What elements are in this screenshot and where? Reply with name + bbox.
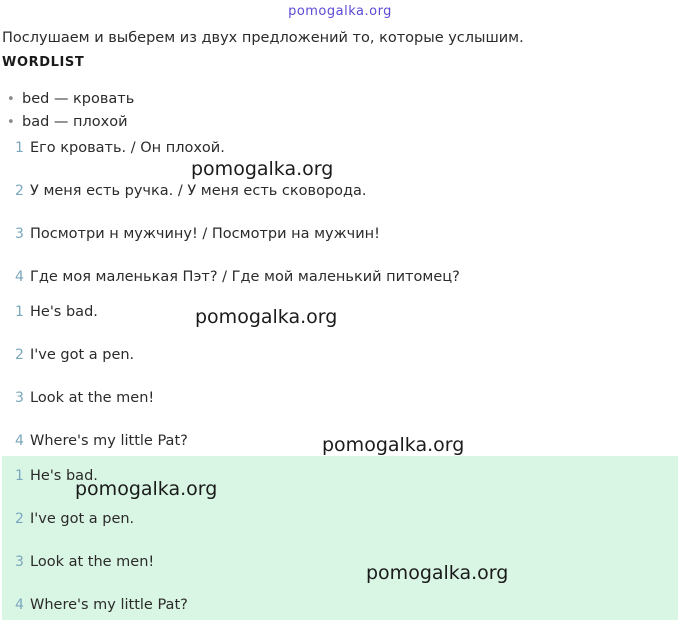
table-row <box>2 454 678 497</box>
row-number: 3 <box>15 225 24 242</box>
table-row <box>2 212 678 255</box>
wordlist-item-label: bed — кровать <box>22 91 135 107</box>
table-row <box>2 376 678 419</box>
table-row <box>2 540 678 583</box>
row-text: Посмотри н мужчину! / Посмотри на мужчин! <box>30 225 380 242</box>
row-number: 3 <box>15 553 24 570</box>
row-text: He's bad. <box>30 467 98 484</box>
watermark-overlay: pomogalka.org <box>322 434 465 456</box>
watermark-overlay: pomogalka.org <box>75 478 218 500</box>
watermark-overlay: pomogalka.org <box>191 158 334 180</box>
row-text: He's bad. <box>30 303 98 320</box>
table-row <box>2 126 678 169</box>
table-row <box>2 497 678 540</box>
row-text: У меня есть ручка. / У меня есть сковорода. <box>30 182 367 199</box>
watermark-overlay: pomogalka.org <box>366 562 509 584</box>
row-number: 2 <box>15 346 24 363</box>
row-text: Look at the men! <box>30 553 155 570</box>
table-row <box>2 333 678 376</box>
top-watermark <box>0 4 680 19</box>
table-row <box>2 290 678 333</box>
row-text: Where's my little Pat? <box>30 596 188 613</box>
wordlist-item <box>2 88 402 111</box>
table-row <box>2 169 678 212</box>
row-number: 2 <box>15 182 24 199</box>
intro-text: Послушаем и выберем из двух предложений то, которые услышим. <box>2 30 524 46</box>
row-number: 4 <box>15 268 24 285</box>
row-number: 4 <box>15 596 24 613</box>
row-text: I've got a pen. <box>30 346 135 363</box>
row-number: 3 <box>15 389 24 406</box>
wordlist-heading: WORDLIST <box>2 55 85 70</box>
row-number: 1 <box>15 139 24 156</box>
watermark-overlay: pomogalka.org <box>195 306 338 328</box>
wordlist <box>2 88 402 128</box>
wordlist-item-label: bad — плохой <box>22 114 128 128</box>
row-text: Его кровать. / Он плохой. <box>30 139 225 156</box>
bullet-icon: • <box>7 92 15 107</box>
row-number: 4 <box>15 432 24 449</box>
row-number: 2 <box>15 510 24 527</box>
row-text: Where's my little Pat? <box>30 432 188 449</box>
row-text: I've got a pen. <box>30 510 135 527</box>
row-text: Look at the men! <box>30 389 155 406</box>
top-watermark-text: pomogalka.org <box>288 4 392 19</box>
bullet-icon: • <box>7 115 15 128</box>
row-text: Где моя маленькая Пэт? / Где мой маленький питомец? <box>30 268 460 285</box>
row-number: 1 <box>15 467 24 484</box>
row-number: 1 <box>15 303 24 320</box>
